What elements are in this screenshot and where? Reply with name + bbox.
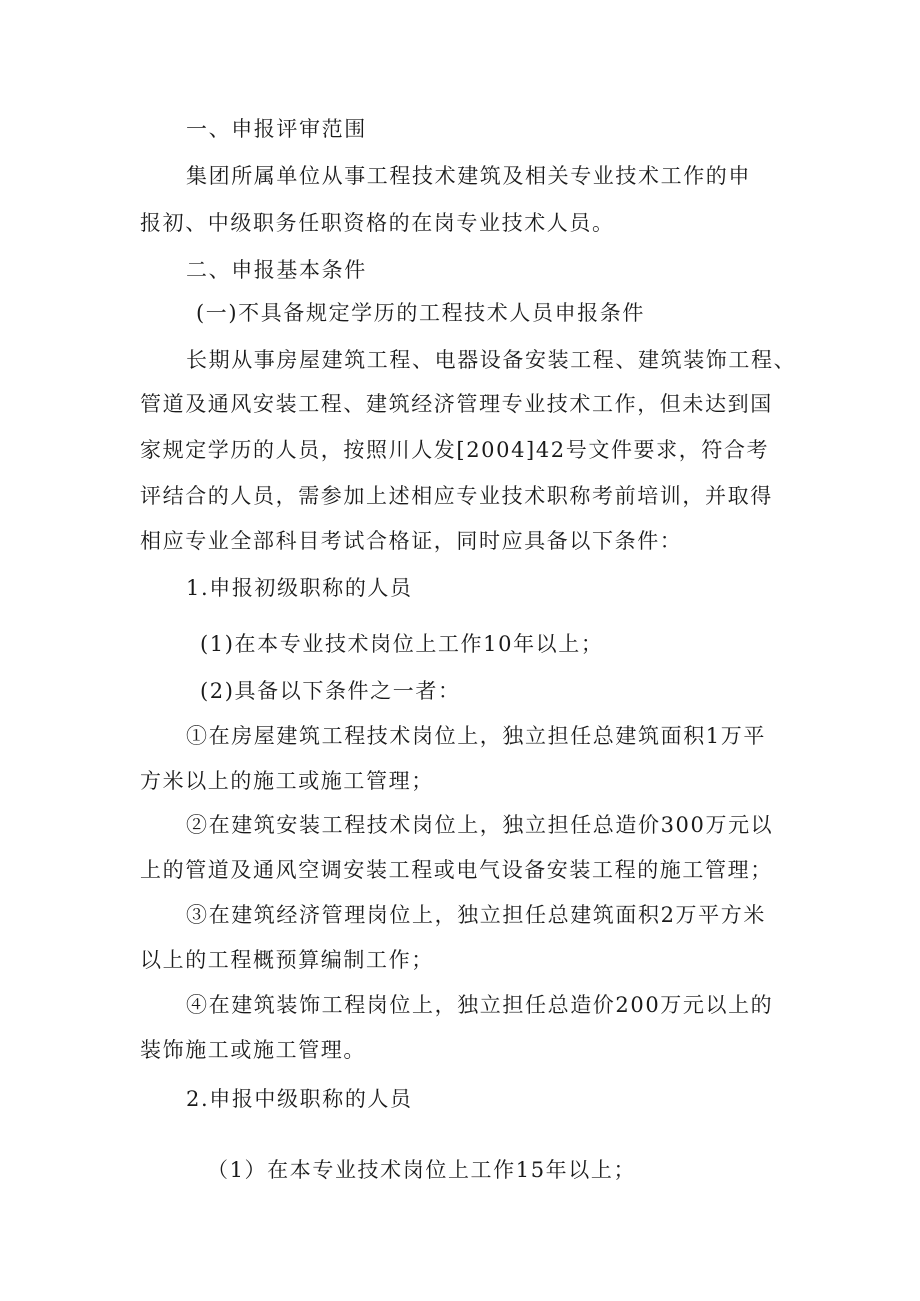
list-item: （1）在本专业技术岗位上工作15年以上； — [207, 1158, 637, 1182]
section-heading-scope: 一、申报评审范围 — [186, 117, 367, 141]
list-item: (2)具备以下条件之一者： — [200, 679, 461, 703]
paragraph-line: 集团所属单位从事工程技术建筑及相关专业技术工作的申 — [186, 164, 751, 188]
paragraph-line: 管道及通风安装工程、建筑经济管理专业技术工作，但未达到国 — [140, 392, 773, 416]
paragraph-line: 以上的工程概预算编制工作； — [140, 948, 434, 972]
paragraph-line: 报初、中级职务任职资格的在岗专业技术人员。 — [140, 211, 615, 235]
list-item: ④在建筑装饰工程岗位上，独立担任总造价200万元以上的 — [186, 993, 774, 1017]
subsection-heading: (一)不具备规定学历的工程技术人员申报条件 — [196, 301, 645, 325]
list-item: (1)在本专业技术岗位上工作10年以上； — [200, 632, 604, 656]
paragraph-line: 长期从事房屋建筑工程、电器设备安装工程、建筑装饰工程、 — [186, 348, 797, 372]
paragraph-line: 上的管道及通风空调安装工程或电气设备安装工程的施工管理； — [140, 858, 773, 882]
section-heading-conditions: 二、申报基本条件 — [186, 258, 367, 282]
list-item: ③在建筑经济管理岗位上，独立担任总建筑面积2万平方米 — [186, 903, 766, 927]
item-heading-junior: 1.申报初级职称的人员 — [186, 576, 413, 600]
list-item: ②在建筑安装工程技术岗位上，独立担任总造价300万元以 — [186, 813, 774, 837]
item-heading-intermediate: 2.申报中级职称的人员 — [186, 1087, 413, 1111]
paragraph-line: 评结合的人员，需参加上述相应专业技术职称考前培训，并取得 — [140, 484, 773, 508]
list-item: ①在房屋建筑工程技术岗位上，独立担任总建筑面积1万平 — [186, 724, 766, 748]
paragraph-line: 家规定学历的人员，按照川人发[2004]42号文件要求，符合考 — [140, 438, 770, 462]
paragraph-line: 相应专业全部科目考试合格证，同时应具备以下条件： — [140, 529, 683, 553]
paragraph-line: 方米以上的施工或施工管理； — [140, 769, 434, 793]
paragraph-line: 装饰施工或施工管理。 — [140, 1038, 366, 1062]
